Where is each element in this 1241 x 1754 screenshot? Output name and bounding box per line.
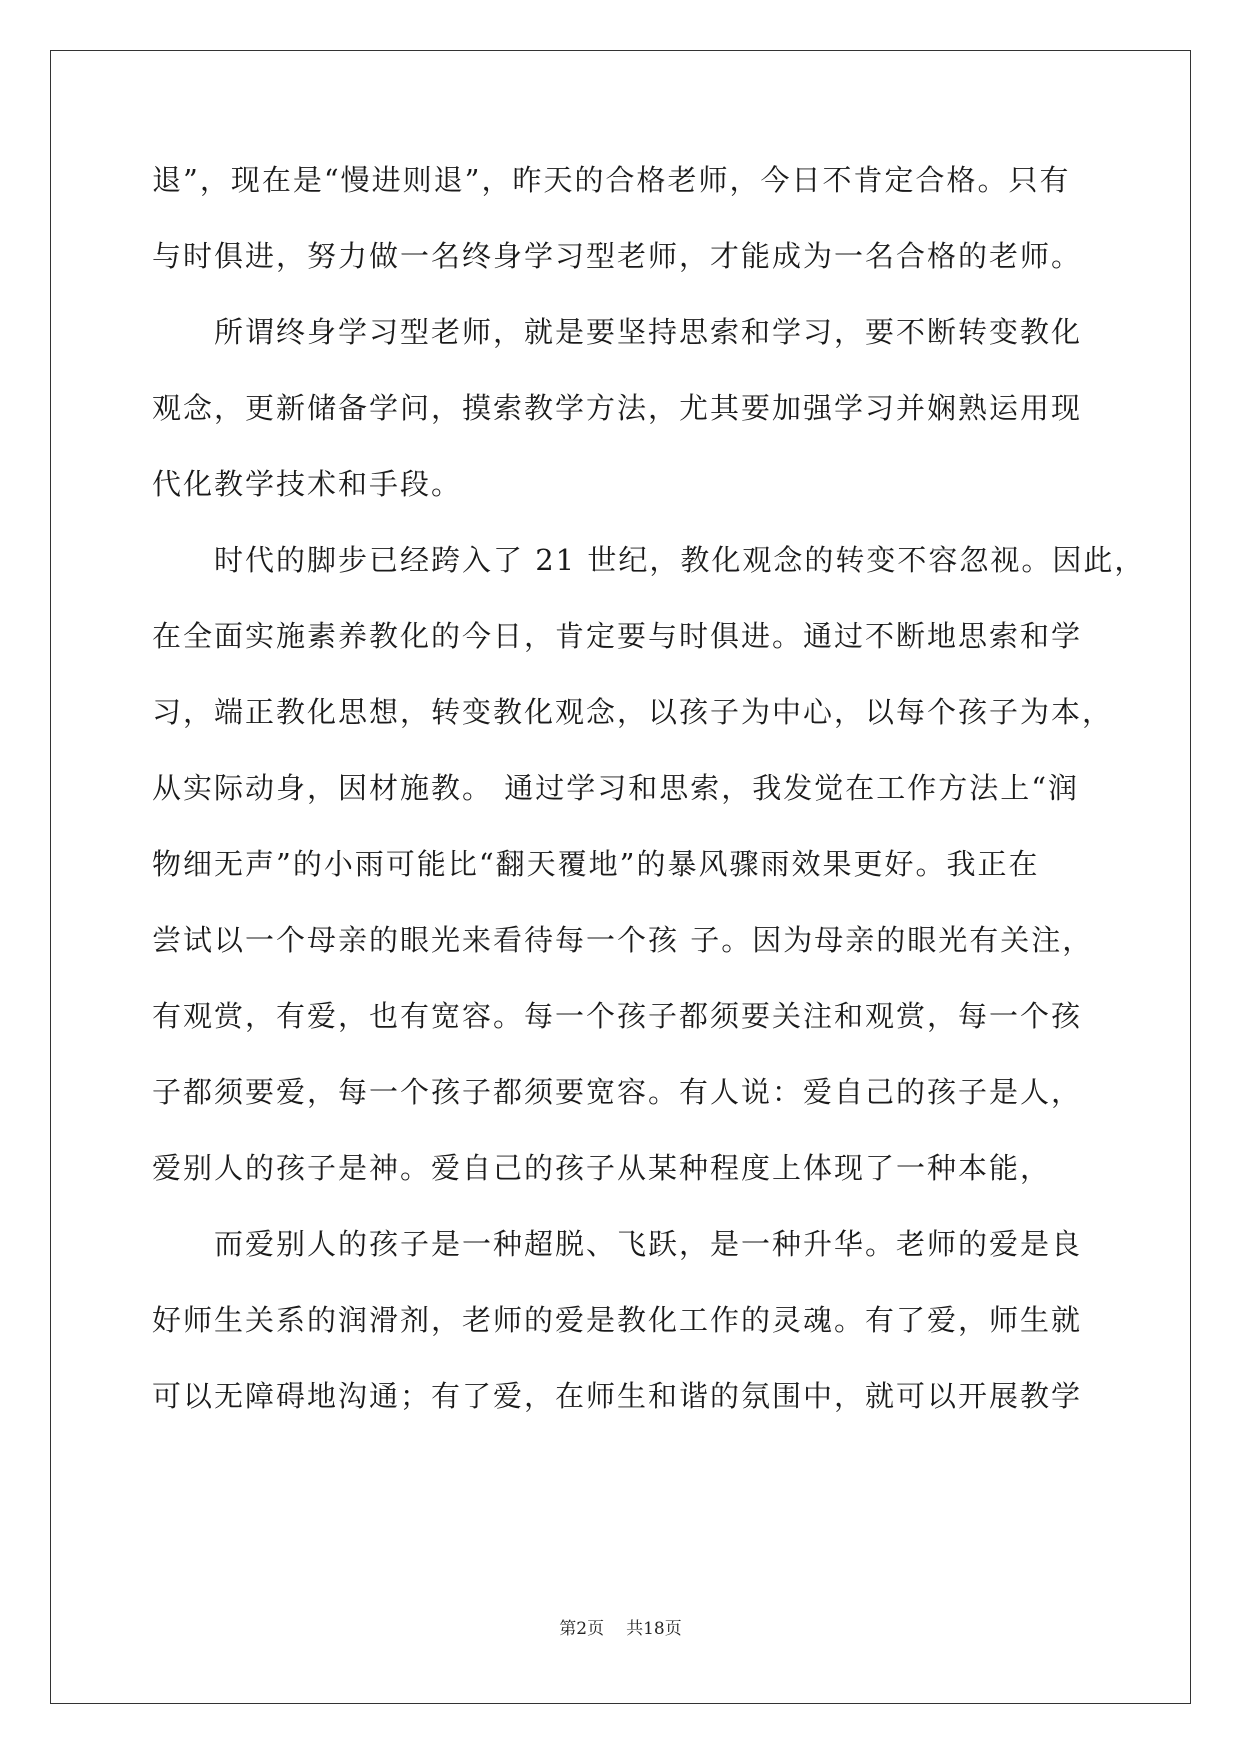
paragraph-start-line: 所谓终身学习型老师，就是要坚持思索和学习，要不断转变教化	[214, 315, 1083, 349]
text-line: 有观赏，有爱，也有宽容。每一个孩子都须要关注和观赏，每一个孩	[152, 999, 1083, 1033]
text-line: 物细无声”的小雨可能比“翻天覆地”的暴风骤雨效果更好。我正在	[152, 847, 1040, 881]
text-line: 观念，更新储备学问，摸索教学方法，尤其要加强学习并娴熟运用现	[152, 391, 1083, 425]
text-line: 爱别人的孩子是神。爱自己的孩子从某种程度上体现了一种本能，	[152, 1151, 1052, 1185]
text-line: 子都须要爱，每一个孩子都须要宽容。有人说：爱自己的孩子是人，	[152, 1075, 1083, 1109]
paragraph-start-line: 时代的脚步已经跨入了 21 世纪，教化观念的转变不容忽视。因此，	[214, 543, 1146, 577]
page-footer	[0, 1614, 1241, 1639]
text-line: 尝试以一个母亲的眼光来看待每一个孩 子。因为母亲的眼光有关注，	[152, 923, 1094, 957]
text-line: 从实际动身，因材施教。 通过学习和思索，我发觉在工作方法上“润	[152, 771, 1080, 805]
text-line: 退”，现在是“慢进则退”，昨天的合格老师，今日不肯定合格。只有	[152, 163, 1071, 197]
text-line: 可以无障碍地沟通；有了爱，在师生和谐的氛围中，就可以开展教学	[152, 1379, 1083, 1413]
text-line: 习，端正教化思想，转变教化观念，以孩子为中心，以每个孩子为本，	[152, 695, 1114, 729]
paragraph-start-line: 而爱别人的孩子是一种超脱、飞跃，是一种升华。老师的爱是良	[214, 1227, 1083, 1261]
text-line: 在全面实施素养教化的今日，肯定要与时俱进。通过不断地思索和学	[152, 619, 1083, 653]
page-total: 共18页	[626, 1619, 682, 1639]
text-line: 好师生关系的润滑剂，老师的爱是教化工作的灵魂。有了爱，师生就	[152, 1303, 1083, 1337]
text-line: 代化教学技术和手段。	[152, 467, 463, 501]
text-line: 与时俱进，努力做一名终身学习型老师，才能成为一名合格的老师。	[152, 239, 1083, 273]
page-number: 第2页	[559, 1619, 605, 1639]
